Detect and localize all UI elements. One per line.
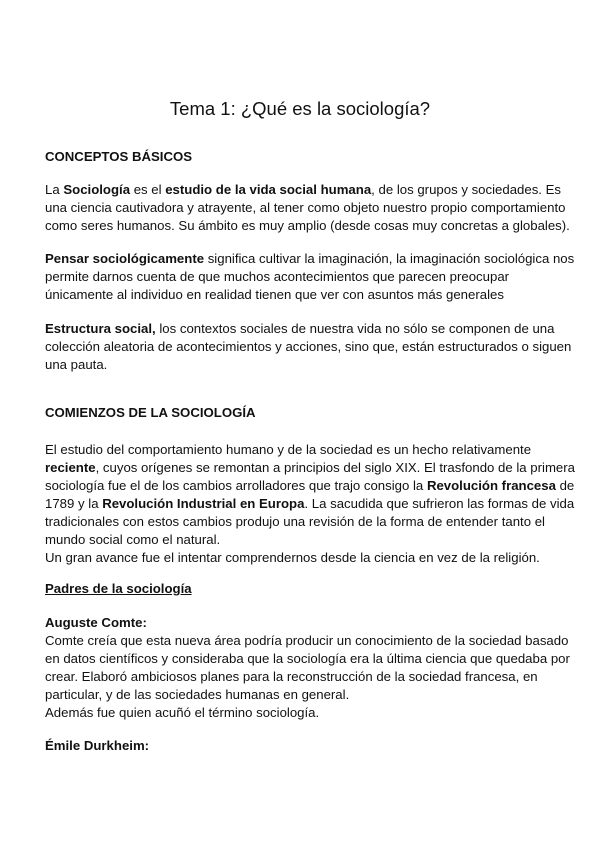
text-run: los contextos sociales de nuestra vida no sólo se componen de una	[155, 321, 555, 336]
text-run: sociología fue el de los cambios arrolladores que trajo consigo la	[45, 478, 427, 493]
text-line	[45, 459, 575, 477]
page-title: Tema 1: ¿Qué es la sociología?	[169, 98, 431, 119]
text-line: Además fue quien acuñó el término sociología.	[45, 705, 320, 720]
bold-term: Estructura social,	[45, 321, 156, 336]
text-line: permite darnos cuenta de que muchos acontecimientos que parecen preocupar	[45, 269, 510, 284]
text-line: una ciencia cautivadora y atrayente, al tener como objeto nuestro propio comportamiento	[45, 200, 566, 215]
bold-term: estudio de la vida social humana	[165, 182, 372, 197]
paragraph-comienzos	[45, 441, 575, 567]
text-line	[45, 181, 575, 199]
text-line: Un gran avance fue el intentar comprendernos desde la ciencia en vez de la religión.	[45, 550, 540, 565]
text-line: colección aleatoria de acontecimientos y acciones, sino que, están estructurados o siguen	[45, 339, 572, 354]
text-line	[45, 250, 575, 268]
author-name-comte: Auguste Comte:	[45, 615, 147, 630]
bold-term: Revolución Industrial en Europa	[102, 496, 305, 511]
paragraph-sociologia	[45, 181, 575, 235]
text-line: tradicionales con estos cambios produjo una revisión de la forma de entender tanto el	[45, 514, 545, 529]
text-line: El estudio del comportamiento humano y de la sociedad es un hecho relativamente	[45, 442, 532, 457]
bold-term: reciente	[45, 460, 96, 475]
text-line: crear. Elaboró ambiciosos planes para la reconstrucción de la sociedad francesa, en	[45, 669, 538, 684]
text-line: únicamente al individuo en realidad tienen que ver con asuntos más generales	[45, 287, 504, 302]
subsection-heading-padres: Padres de la sociología	[45, 581, 192, 596]
text-line: en datos científicos y consideraba que la sociología era la última ciencia que quedaba por	[45, 651, 570, 666]
text-run: 1789 y la	[45, 496, 103, 511]
section-heading-comienzos: COMIENZOS DE LA SOCIOLOGÍA	[45, 405, 256, 420]
text-line	[45, 495, 575, 513]
text-line: una pauta.	[45, 357, 108, 372]
text-line: particular, y de las sociedades humanas en general.	[45, 687, 350, 702]
text-run: . La sacudida que sufrieron las formas de vida	[304, 496, 575, 511]
text-run: , de los grupos y sociedades. Es	[371, 182, 562, 197]
section-heading-conceptos: CONCEPTOS BÁSICOS	[45, 149, 193, 164]
text-line: como seres humanos. Su ámbito es muy amplio (desde cosas muy concretas a globales).	[45, 218, 570, 233]
text-run: , cuyos orígenes se remontan a principios del siglo XIX. El trasfondo de la primera	[95, 460, 575, 475]
text-line: mundo social como el natural.	[45, 532, 221, 547]
text-line	[45, 320, 575, 338]
text-run: de	[555, 478, 575, 493]
text-run: es el	[130, 182, 166, 197]
paragraph-comte	[45, 632, 575, 722]
text-run: significa cultivar la imaginación, la imaginación sociológica nos	[204, 251, 575, 266]
text-line: Comte creía que esta nueva área podría producir un conocimiento de la sociedad basado	[45, 633, 569, 648]
bold-term: Sociología	[63, 182, 131, 197]
text-run: La	[45, 182, 64, 197]
bold-term: Revolución francesa	[426, 478, 556, 493]
paragraph-estructura	[45, 320, 575, 374]
paragraph-pensar	[45, 250, 575, 304]
bold-term: Pensar sociológicamente	[45, 251, 205, 266]
author-name-durkheim: Émile Durkheim:	[45, 738, 150, 753]
text-line	[45, 477, 575, 495]
